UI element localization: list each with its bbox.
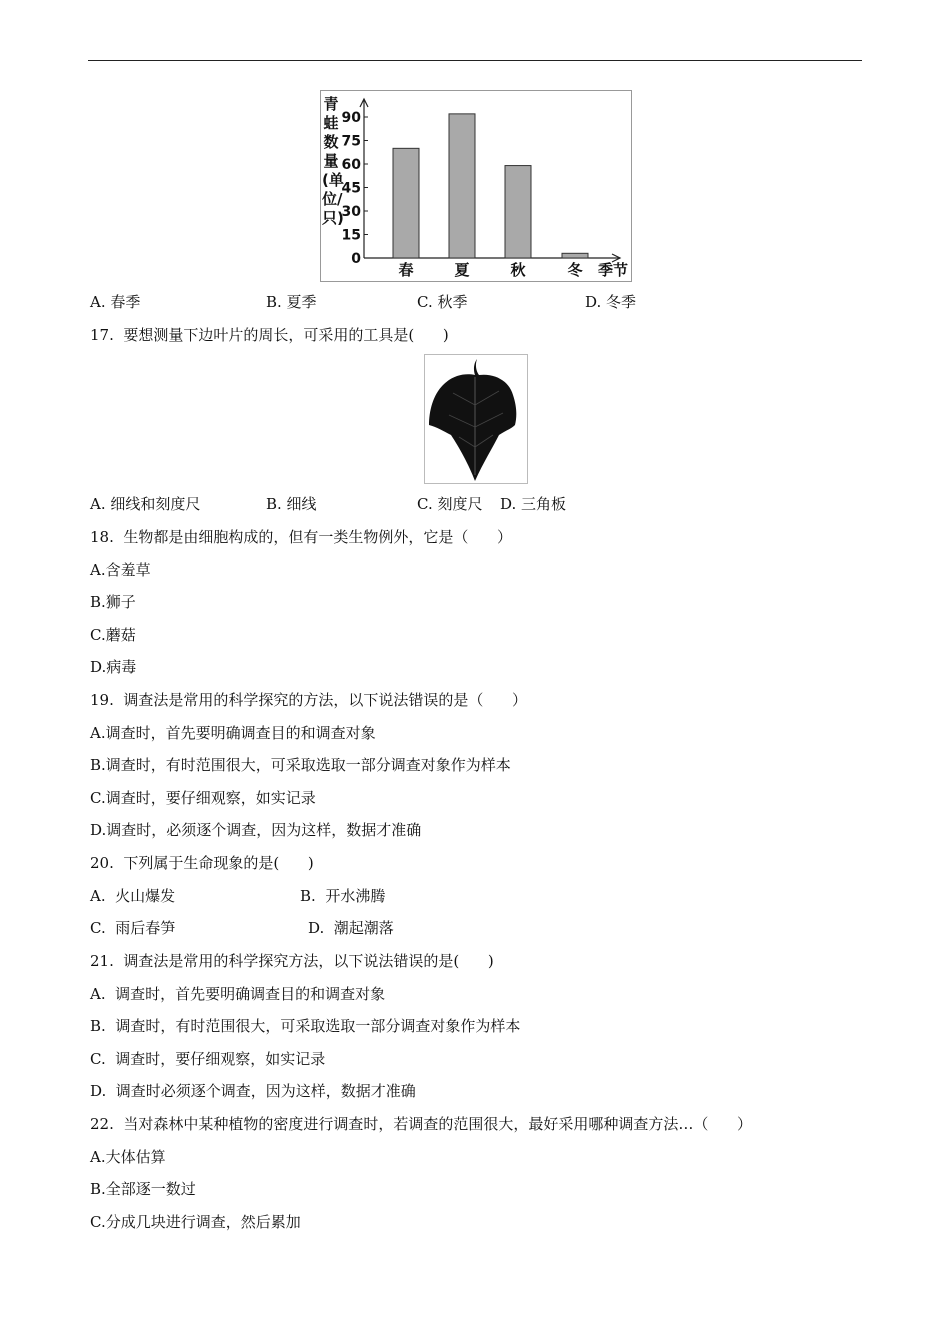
q20-option-c: C. 雨后春笋 bbox=[90, 919, 176, 937]
y-tick-label: 60 bbox=[341, 157, 361, 173]
y-tick-label: 75 bbox=[341, 133, 361, 150]
q17-stem: 17. 要想测量下边叶片的周长，可采用的工具是( ) bbox=[90, 326, 449, 344]
q21-stem: 21. 调查法是常用的科学探究方法，以下说法错误的是( ) bbox=[90, 952, 494, 970]
q20-stem: 20. 下列属于生命现象的是( ) bbox=[90, 854, 314, 872]
q17-option-d: D. 三角板 bbox=[500, 495, 567, 513]
q17-option-a: A. 细线和刻度尺 bbox=[90, 495, 201, 513]
q18-option-a: A.含羞草 bbox=[90, 561, 151, 579]
leaf-image bbox=[424, 354, 528, 484]
q19-option-d: D.调查时，必须逐个调查，因为这样，数据才准确 bbox=[90, 821, 422, 839]
q20-option-b: B. 开水沸腾 bbox=[300, 887, 386, 905]
x-tick-label: 冬 bbox=[567, 261, 583, 279]
y-tick-label: 0 bbox=[351, 251, 361, 267]
leaf-icon bbox=[425, 355, 527, 483]
bar bbox=[505, 166, 531, 258]
q21-option-d: D. 调查时必须逐个调查，因为这样，数据才准确 bbox=[90, 1082, 416, 1100]
q22-stem: 22. 当对森林中某种植物的密度进行调查时，若调查的范围很大，最好采用哪种调查方法…（ ） bbox=[90, 1115, 753, 1133]
y-tick-label: 30 bbox=[341, 204, 361, 220]
y-tick-label: 15 bbox=[341, 227, 361, 244]
q22-option-a: A.大体估算 bbox=[90, 1148, 166, 1166]
bar bbox=[562, 253, 588, 258]
q17-option-b: B. 细线 bbox=[266, 495, 317, 513]
q18-option-d: D.病毒 bbox=[90, 658, 137, 676]
chart-plot bbox=[321, 91, 631, 281]
q16-option-d: D. 冬季 bbox=[585, 293, 637, 311]
q22-option-b: B.全部逐一数过 bbox=[90, 1180, 196, 1198]
q19-option-a: A.调查时，首先要明确调查目的和调查对象 bbox=[90, 724, 376, 742]
q17-option-c: C. 刻度尺 bbox=[417, 495, 483, 513]
q18-option-c: C.蘑菇 bbox=[90, 626, 136, 644]
q18-option-b: B.狮子 bbox=[90, 593, 136, 611]
q21-option-c: C. 调查时，要仔细观察，如实记录 bbox=[90, 1050, 326, 1068]
q22-option-c: C.分成几块进行调查，然后累加 bbox=[90, 1213, 301, 1231]
q21-option-b: B. 调查时，有时范围很大，可采取选取一部分调查对象作为样本 bbox=[90, 1017, 521, 1035]
bar bbox=[393, 148, 419, 258]
q21-option-a: A. 调查时，首先要明确调查目的和调查对象 bbox=[90, 985, 386, 1003]
chart-ylabel: 青蛙数量(单位/只) bbox=[322, 95, 344, 227]
x-tick-label: 秋 bbox=[510, 261, 526, 279]
header-rule bbox=[88, 60, 862, 61]
y-tick-label: 90 bbox=[341, 110, 361, 126]
q18-stem: 18. 生物都是由细胞构成的，但有一类生物例外，它是（ ） bbox=[90, 528, 513, 546]
y-tick-label: 45 bbox=[341, 180, 361, 197]
x-tick-label: 春 bbox=[398, 261, 414, 279]
q16-option-b: B. 夏季 bbox=[266, 293, 317, 311]
q16-option-c: C. 秋季 bbox=[417, 293, 468, 311]
q20-option-a: A. 火山爆发 bbox=[90, 887, 176, 905]
q19-option-b: B.调查时，有时范围很大，可采取选取一部分调查对象作为样本 bbox=[90, 756, 511, 774]
q19-option-c: C.调查时，要仔细观察，如实记录 bbox=[90, 789, 316, 807]
frog-count-chart bbox=[320, 90, 632, 282]
bar bbox=[449, 114, 475, 258]
x-tick-label: 夏 bbox=[454, 261, 470, 279]
q20-option-d: D. 潮起潮落 bbox=[308, 919, 394, 937]
q16-option-a: A. 春季 bbox=[90, 293, 141, 311]
chart-xlabel: 季节 bbox=[597, 261, 629, 279]
q19-stem: 19. 调查法是常用的科学探究的方法，以下说法错误的是（ ） bbox=[90, 691, 528, 709]
